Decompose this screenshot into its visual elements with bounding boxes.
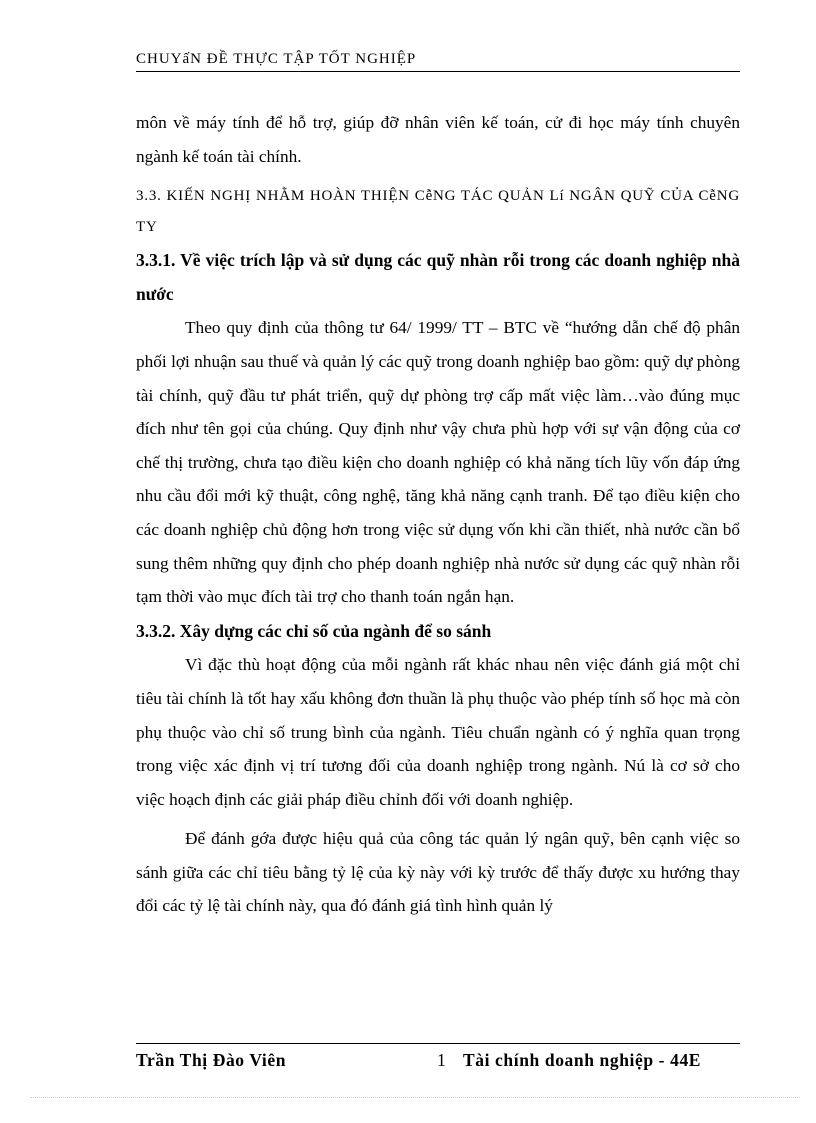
header-divider — [136, 71, 740, 72]
footer-divider — [136, 1043, 740, 1044]
footer-department: Tài chính doanh nghiệp - 44E — [463, 1050, 702, 1070]
subsection-1-paragraph: Theo quy định của thông tư 64/ 1999/ TT – BTC về “hướng dẫn chế độ phân phối lợi nhuận sau thuế và quản lý các quỹ trong doanh nghiệp bao gồm: quỹ dự phòng tài chính, quỹ đầu tư phát triển, quỹ dự phòng trợ cấp mất việc làm…vào đúng mục đích như tên gọi của chúng. Quy định như vậy chưa phù hợp với sự vận động của cơ chế thị trường, chưa tạo điều kiện cho doanh nghiệp có khả năng tích lũy vốn đáp ứng nhu cầu đổi mới kỹ thuật, công nghệ, tăng khả năng cạnh tranh. Để tạo điều kiện cho các doanh nghiệp chủ động hơn trong việc sử dụng vốn khi cần thiết, nhà nước cần bổ sung thêm những quy định cho phép doanh nghiệp nhà nước sử dụng các quỹ nhàn rỗi tạm thời vào mục đích tài trợ cho thanh toán ngắn hạn. — [136, 318, 740, 607]
intro-paragraph: môn về máy tính để hỗ trợ, giúp đỡ nhân viên kế toán, cử đi học máy tính chuyên ngành kế toán tài chính. — [136, 113, 740, 166]
subsection-heading-1: 3.3.1. Về việc trích lập và sử dụng các quỹ nhàn rỗi trong các doanh nghiệp nhà nước — [136, 250, 740, 304]
section-heading: 3.3. KIẾN NGHỊ NHẰM HOÀN THIỆN CễNG TÁC QUẢN Lí NGÂN QUỸ CỦA CễNG TY — [136, 188, 740, 236]
footer-page-number: 1 — [437, 1050, 446, 1070]
page-header: CHUYấN ĐỀ THỰC TẬP TỐT NGHIỆP — [136, 51, 417, 67]
subsection-2-paragraph-2: Để đánh gớa được hiệu quả của công tác quản lý ngân quỹ, bên cạnh việc so sánh giữa các chỉ tiêu bằng tỷ lệ của kỳ này với kỳ trước để thấy được xu hướng thay đổi các tỷ lệ tài chính này, qua đó đánh giá tình hình quản lý — [136, 829, 740, 916]
subsection-2-paragraph-1: Vì đặc thù hoạt động của mỗi ngành rất khác nhau nên việc đánh giá một chỉ tiêu tài chính là tốt hay xấu không đơn thuần là phụ thuộc vào phép tính số học mà còn phụ thuộc vào chỉ số trung bình của ngành. Tiêu chuẩn ngành có ý nghĩa quan trọng trong việc xác định vị trí tương đối của doanh nghiệp trong ngành. Nú là cơ sở cho việc hoạch định các giải pháp điều chỉnh đối với doanh nghiệp. — [136, 655, 740, 809]
subsection-heading-2: 3.3.2. Xây dựng các chỉ số của ngành để so sánh — [136, 620, 492, 641]
page-content — [136, 106, 740, 923]
footer-author: Trần Thị Đào Viên — [136, 1050, 287, 1070]
bottom-dotted-border — [30, 1097, 800, 1098]
